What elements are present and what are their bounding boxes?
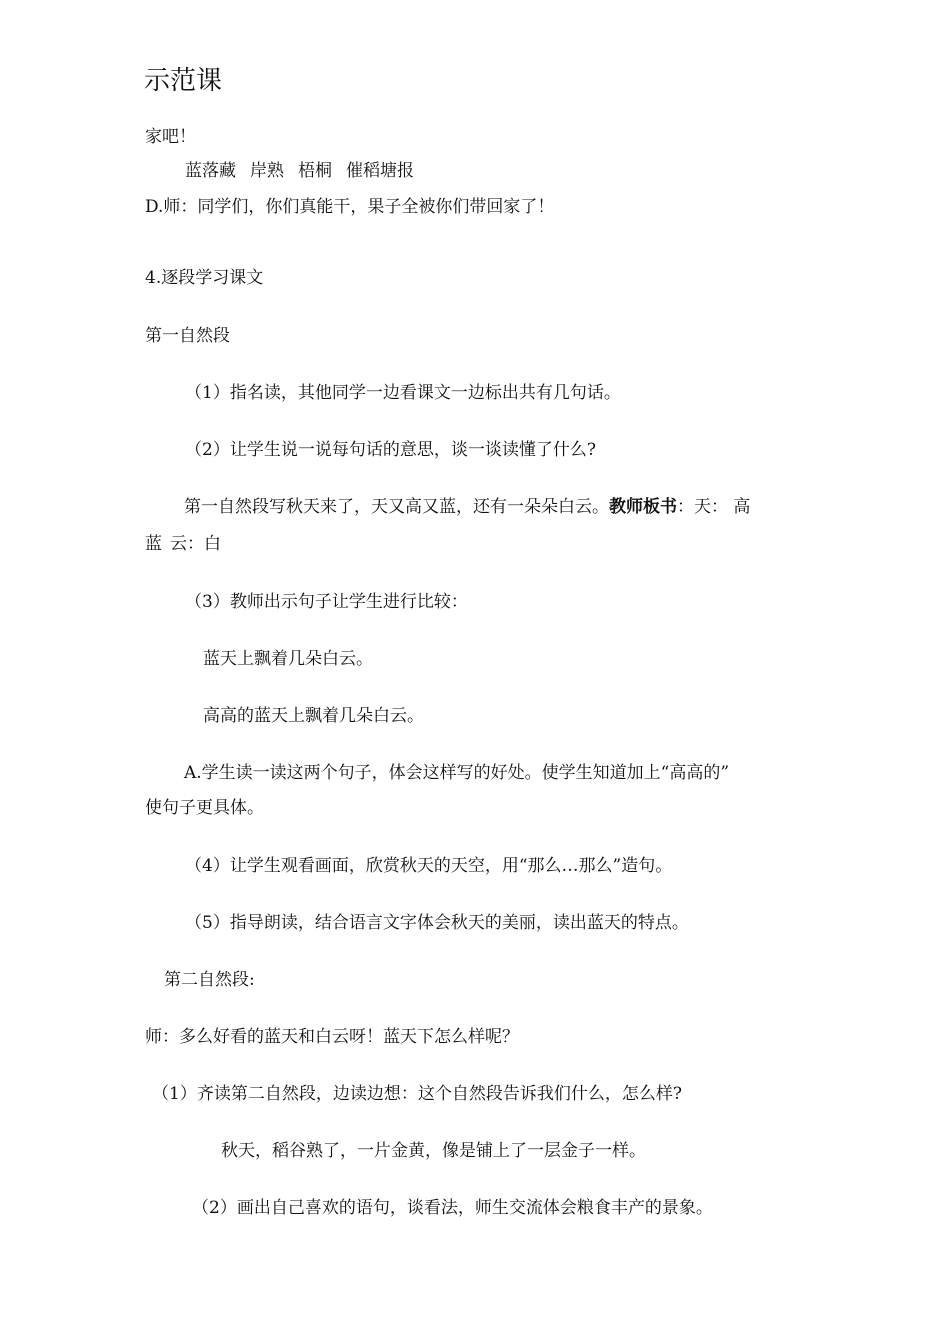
paragraph-heading-2: 第二自然段: — [164, 970, 255, 990]
summary-text: 第一自然段写秋天来了，天又高又蓝，还有一朵朵白云。 — [184, 497, 609, 517]
quoted-sentence: 秋天，稻谷熟了，一片金黄，像是铺上了一层金子一样。 — [221, 1141, 646, 1161]
step-7: （2）画出自己喜欢的语句，谈看法，师生交流体会粮食丰产的景象。 — [192, 1198, 713, 1218]
paragraph-heading-1: 第一自然段 — [145, 326, 230, 346]
step-1: （1）指名读，其他同学一边看课文一边标出共有几句话。 — [185, 383, 621, 403]
example-sentence-2: 高高的蓝天上飘着几朵白云。 — [203, 706, 424, 726]
board-label: 教师板书 — [609, 497, 677, 517]
word-list — [185, 160, 414, 182]
text-line-1: 家吧！ — [145, 127, 196, 147]
teacher-line: 师：多么好看的蓝天和白云呀！蓝天下怎么样呢？ — [145, 1027, 519, 1047]
word-item: 梧桐 — [298, 161, 332, 181]
word-item: 催稻塘报 — [346, 161, 414, 181]
step-2: （2）让学生说一说每句话的意思，谈一谈读懂了什么? — [185, 440, 596, 460]
step-5: （5）指导朗读，结合语言文字体会秋天的美丽，读出蓝天的特点。 — [185, 913, 689, 933]
word-item: 蓝落藏 — [185, 161, 236, 181]
summary-line-continued: 蓝 云：白 — [145, 534, 221, 554]
step-3: （3）教师出示句子让学生进行比较： — [185, 592, 468, 612]
board-text: ：天： 高 — [677, 497, 751, 517]
summary-line — [184, 496, 750, 518]
step-4: （4）让学生观看画面，欣赏秋天的天空，用“那么…那么”造句。 — [185, 856, 673, 876]
comparison-note-continued: 使句子更具体。 — [145, 798, 264, 818]
comparison-note: A.学生读一读这两个句子，体会这样写的好处。使学生知道加上“高高的” — [184, 763, 730, 783]
page-title: 示范课 — [144, 66, 223, 96]
word-item: 岸熟 — [250, 161, 284, 181]
section-heading: 4.逐段学习课文 — [145, 268, 264, 288]
step-6: （1）齐读第二自然段，边读边想：这个自然段告诉我们什么，怎么样? — [152, 1084, 682, 1104]
text-line-3: D.师：同学们，你们真能干，果子全被你们带回家了！ — [145, 197, 555, 217]
example-sentence-1: 蓝天上飘着几朵白云。 — [203, 649, 373, 669]
